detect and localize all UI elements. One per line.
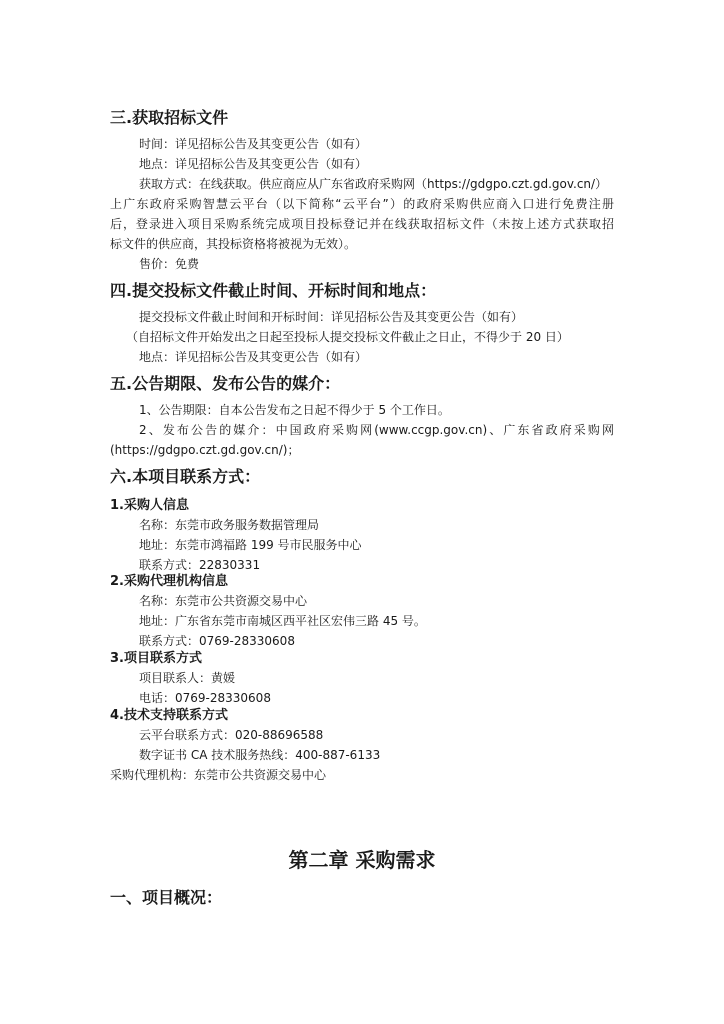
agency-address: 地址：广东省东莞市南城区西平社区宏伟三路 45 号。 — [139, 614, 426, 628]
section-5-title: 五.公告期限、发布公告的媒介： — [110, 374, 341, 393]
sec4-note: （自招标文件开始发出之日起至投标人提交投标文件截止之日止，不得少于 20 日） — [126, 330, 569, 344]
agency-footer: 采购代理机构：东莞市公共资源交易中心 — [110, 768, 327, 782]
agency-name: 名称：东莞市公共资源交易中心 — [139, 594, 308, 608]
project-contact-title: 3.项目联系方式 — [110, 651, 202, 666]
purchaser-title: 1.采购人信息 — [110, 498, 189, 513]
project-contact-phone: 电话：0769-28330608 — [139, 691, 271, 705]
agency-title: 2.采购代理机构信息 — [110, 574, 228, 589]
sec3-method-line4: 标文件的供应商，其投标资格将被视为无效）。 — [110, 237, 357, 251]
sec3-price: 售价：免费 — [139, 257, 200, 271]
sec4-deadline: 提交投标文件截止时间和开标时间：详见招标公告及其变更公告（如有） — [139, 310, 524, 324]
sec5-media-line1: 2、发布公告的媒介：中国政府采购网(www.ccgp.gov.cn)、广东省政府采购网 — [139, 423, 614, 437]
section-3-title: 三.获取招标文件 — [110, 108, 229, 127]
chapter-2-title: 第二章 采购需求 — [288, 848, 436, 872]
sec3-place: 地点：详见招标公告及其变更公告（如有） — [139, 157, 368, 171]
tech-support-title: 4.技术支持联系方式 — [110, 708, 228, 723]
sec4-place: 地点：详见招标公告及其变更公告（如有） — [139, 350, 368, 364]
chapter-2-section-1: 一、项目概况： — [110, 888, 223, 907]
sec5-media-line2: (https://gdgpo.czt.gd.gov.cn/)； — [110, 443, 300, 457]
tech-support-ca: 数字证书 CA 技术服务热线：400-887-6133 — [139, 748, 381, 762]
purchaser-contact: 联系方式：22830331 — [139, 558, 261, 572]
sec3-method-line2: 上广东政府采购智慧云平台（以下简称“云平台”）的政府采购供应商入口进行免费注册 — [110, 197, 614, 211]
tech-support-cloud: 云平台联系方式：020-88696588 — [139, 728, 324, 742]
purchaser-address: 地址：东莞市鸿福路 199 号市民服务中心 — [139, 538, 362, 552]
section-4-title: 四.提交投标文件截止时间、开标时间和地点： — [110, 281, 437, 300]
sec5-period: 1、公告期限：自本公告发布之日起不得少于 5 个工作日。 — [139, 403, 450, 417]
purchaser-name: 名称：东莞市政务服务数据管理局 — [139, 518, 320, 532]
agency-contact: 联系方式：0769-28330608 — [139, 634, 295, 648]
project-contact-person: 项目联系人：黄媛 — [139, 671, 236, 685]
sec3-method-line1: 获取方式：在线获取。供应商应从广东省政府采购网（https://gdgpo.czt.gd.gov.cn/） — [139, 177, 608, 191]
sec3-time: 时间：详见招标公告及其变更公告（如有） — [139, 137, 368, 151]
sec3-method-line3: 后，登录进入项目采购系统完成项目投标登记并在线获取招标文件（未按上述方式获取招 — [110, 217, 614, 231]
section-6-title: 六.本项目联系方式： — [110, 467, 261, 486]
